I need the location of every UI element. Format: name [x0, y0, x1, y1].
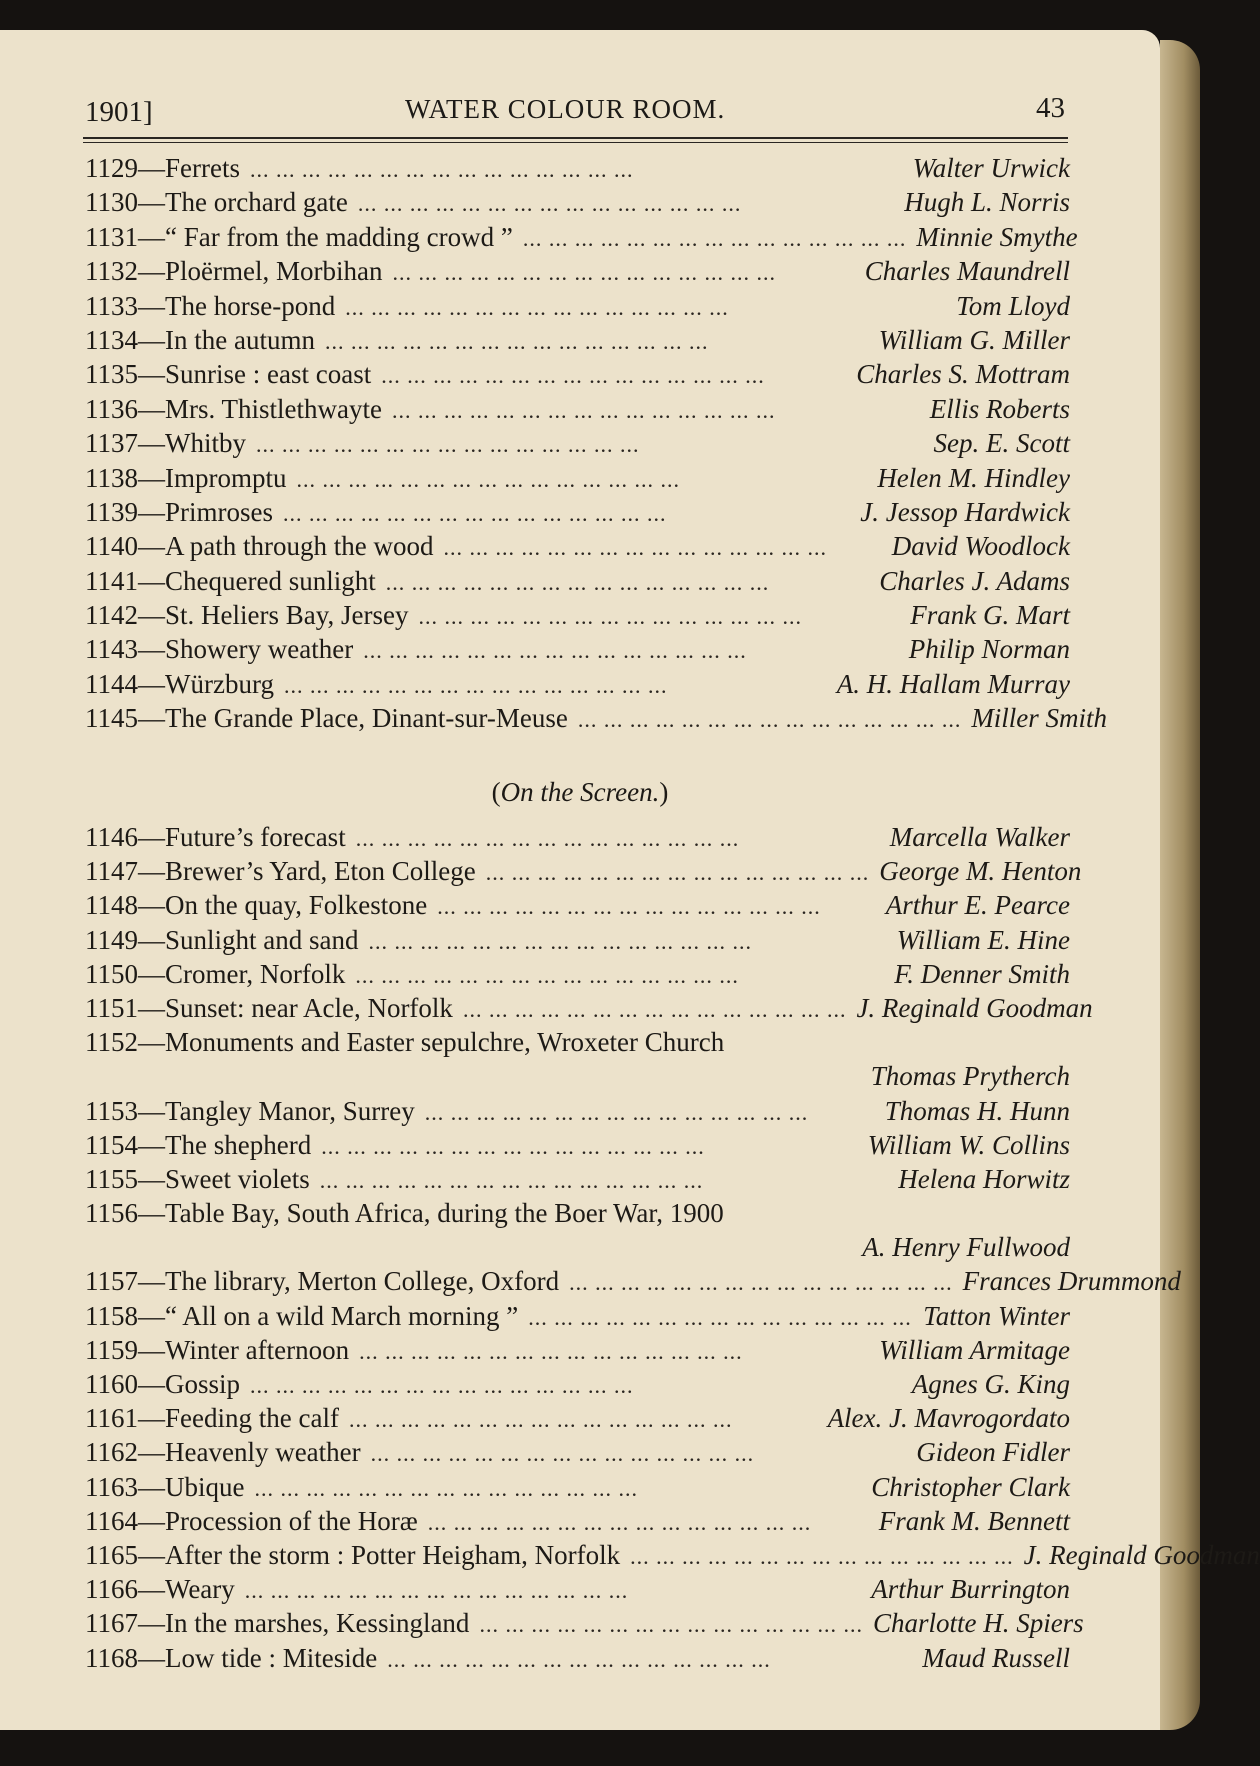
entry-artist: Alex. J. Mavrogordato	[827, 1403, 1070, 1434]
entry-artist: Gideon Fidler	[916, 1437, 1070, 1468]
entry-dash: —	[138, 1437, 165, 1468]
dot-leader: ... ... ... ... ... ... ... ... ... ... ... ... ... ... ...	[427, 1509, 812, 1535]
header-rule-bottom	[83, 142, 1068, 143]
entry-number: 1156	[85, 1198, 138, 1229]
entry-artist: Thomas H. Hunn	[884, 1095, 1070, 1126]
entry-number: 1145	[85, 703, 138, 734]
page-header	[85, 90, 1065, 130]
entry-title: Heavenly weather	[165, 1437, 361, 1468]
entry-title: Impromptu	[165, 462, 287, 493]
entry-artist: Maud Russell	[922, 1642, 1070, 1673]
entry-dash: —	[138, 1505, 165, 1536]
entry-title: Showery weather	[165, 634, 354, 665]
entry-dash: —	[138, 359, 165, 390]
catalogue-entry	[85, 153, 1070, 187]
catalogue-entry	[85, 1096, 1070, 1130]
entry-dash: —	[138, 1095, 165, 1126]
entry-number: 1150	[85, 958, 138, 989]
entry-number: 1154	[85, 1129, 138, 1160]
entry-dash: —	[138, 1300, 165, 1331]
entry-dash: —	[138, 393, 165, 424]
entry-artist: Christopher Clark	[871, 1471, 1070, 1502]
entry-dash: —	[138, 324, 165, 355]
entry-dash: —	[138, 462, 165, 493]
entry-title: The library, Merton College, Oxford	[165, 1266, 560, 1297]
entry-artist: Walter Urwick	[912, 153, 1070, 183]
entry-title: Winter afternoon	[165, 1334, 350, 1365]
dot-leader: ... ... ... ... ... ... ... ... ... ... ... ... ... ... ...	[381, 363, 765, 389]
entry-dash: —	[138, 1574, 165, 1605]
entry-number: 1134	[85, 324, 138, 355]
entry-title: Monuments and Easter sepulchre, Wroxeter Church	[165, 1027, 725, 1058]
entry-dash: —	[138, 221, 165, 252]
entry-number: 1149	[85, 924, 138, 955]
catalogue-list-screen	[85, 822, 1260, 1677]
entry-title: Sunset: near Acle, Norfolk	[165, 992, 453, 1023]
catalogue-entry	[85, 291, 1070, 325]
entry-dash: —	[138, 153, 165, 183]
dot-leader: ... ... ... ... ... ... ... ... ... ... ... ... ... ... ...	[630, 1543, 1014, 1569]
catalogue-entry	[85, 566, 1070, 600]
catalogue-entry	[85, 187, 1070, 221]
entry-number: 1140	[85, 531, 138, 562]
entry-dash: —	[138, 1198, 165, 1229]
entry-title: In the autumn	[165, 324, 315, 355]
entry-dash: —	[138, 1608, 165, 1639]
catalogue-entry	[85, 394, 1070, 428]
entry-artist: Helen M. Hindley	[877, 462, 1070, 493]
entry-artist: Tatton Winter	[923, 1300, 1070, 1331]
entry-dash: —	[138, 1163, 165, 1194]
catalogue-entry	[85, 1266, 1181, 1300]
catalogue-entry	[85, 428, 1070, 462]
entry-number: 1130	[85, 187, 138, 218]
catalogue-entry	[85, 1301, 1070, 1335]
catalogue-entry	[85, 634, 1070, 668]
catalogue-entry	[85, 959, 1070, 993]
catalogue-entry	[85, 600, 1070, 634]
entry-artist: Marcella Walker	[889, 822, 1070, 852]
entry-title: Sunrise : east coast	[165, 359, 372, 390]
dot-leader: ... ... ... ... ... ... ... ... ... ... ... ... ... ... ...	[569, 1270, 953, 1296]
entry-artist: Thomas Prytherch	[870, 1061, 1070, 1092]
entry-number: 1141	[85, 565, 138, 596]
entry-artist: Agnes G. King	[911, 1369, 1070, 1399]
dot-leader: ... ... ... ... ... ... ... ... ... ... ... ... ... ... ...	[462, 996, 847, 1022]
entry-title: Würzburg	[165, 668, 274, 699]
dot-leader: ... ... ... ... ... ... ... ... ... ... ... ... ... ... ...	[249, 157, 634, 182]
dot-leader: ... ... ... ... ... ... ... ... ... ... ... ... ... ... ...	[424, 1099, 809, 1125]
entry-number: 1160	[85, 1369, 138, 1399]
dot-leader: ... ... ... ... ... ... ... ... ... ... ... ... ... ... ...	[522, 225, 907, 251]
entry-dash: —	[138, 290, 165, 321]
entry-title: On the quay, Folkestone	[165, 890, 428, 921]
entry-artist: Frances Drummond	[962, 1266, 1181, 1297]
catalogue-entry	[85, 1574, 1070, 1608]
entry-number: 1166	[85, 1574, 138, 1605]
dot-leader: ... ... ... ... ... ... ... ... ... ... ... ... ... ... ...	[283, 672, 668, 698]
catalogue-entry	[85, 1403, 1070, 1437]
entry-title: St. Heliers Bay, Jersey	[165, 600, 409, 631]
entry-number: 1142	[85, 600, 138, 631]
entry-number: 1152	[85, 1027, 138, 1058]
entry-title: Mrs. Thistlethwayte	[165, 393, 382, 424]
catalogue-entry	[85, 925, 1070, 959]
catalogue-entry	[85, 1198, 1070, 1232]
entry-dash: —	[138, 1129, 165, 1160]
entry-artist: Helena Horwitz	[898, 1163, 1070, 1194]
entry-title: Procession of the Horæ	[165, 1505, 418, 1536]
dot-leader: ... ... ... ... ... ... ... ... ... ... ... ... ... ... ...	[319, 1167, 704, 1193]
entry-artist: William Armitage	[879, 1334, 1070, 1365]
entry-title: A path through the wood	[165, 531, 434, 562]
dot-leader: ... ... ... ... ... ... ... ... ... ... ... ... ... ... ...	[485, 860, 870, 886]
dot-leader: ... ... ... ... ... ... ... ... ... ... ... ... ... ... ...	[355, 962, 739, 988]
dot-leader: ... ... ... ... ... ... ... ... ... ... ... ... ... ... ...	[244, 1578, 629, 1604]
entry-number: 1165	[85, 1539, 138, 1570]
entry-dash: —	[138, 890, 165, 921]
entry-number: 1147	[85, 856, 138, 887]
entry-number: 1146	[85, 822, 138, 852]
entry-artist: William W. Collins	[867, 1129, 1070, 1160]
entry-dash: —	[138, 1642, 165, 1673]
dot-leader: ... ... ... ... ... ... ... ... ... ... ... ... ... ... ...	[479, 1612, 863, 1638]
entry-artist: Philip Norman	[908, 634, 1070, 665]
dot-leader: ... ... ... ... ... ... ... ... ... ... ... ... ... ... ...	[296, 466, 680, 492]
entry-title: The Grande Place, Dinant-sur-Meuse	[165, 703, 568, 734]
entry-number: 1139	[85, 496, 138, 527]
entry-title: Ferrets	[165, 153, 240, 183]
entry-number: 1167	[85, 1608, 138, 1639]
entry-artist: Charles S. Mottram	[856, 359, 1070, 390]
entry-dash: —	[138, 428, 165, 459]
entry-artist: Charles Maundrell	[864, 256, 1070, 287]
entry-dash: —	[138, 256, 165, 287]
entry-dash: —	[138, 668, 165, 699]
entry-number: 1161	[85, 1403, 138, 1434]
dot-leader: ... ... ... ... ... ... ... ... ... ... ... ... ... ... ...	[355, 826, 740, 851]
header-title: WATER COLOUR ROOM.	[405, 94, 726, 124]
entry-artist: Arthur Burrington	[871, 1574, 1070, 1605]
section-heading-on-the-screen	[0, 777, 1160, 808]
entry-number: 1153	[85, 1095, 138, 1126]
entry-dash: —	[138, 856, 165, 887]
entry-title: Future’s forecast	[165, 822, 346, 852]
section-heading-text: On the Screen.	[500, 777, 660, 807]
entry-dash: —	[138, 1471, 165, 1502]
catalogue-entry	[85, 325, 1070, 359]
dot-leader: ... ... ... ... ... ... ... ... ... ... ... ... ... ... ...	[577, 707, 962, 733]
catalogue-entry	[85, 463, 1070, 497]
entry-dash: —	[138, 924, 165, 955]
entry-artist: William E. Hine	[896, 924, 1070, 955]
entry-number: 1143	[85, 634, 138, 665]
catalogue-entry	[85, 703, 1108, 737]
entry-number: 1135	[85, 359, 138, 390]
entry-artist: Miller Smith	[971, 703, 1108, 734]
entry-artist: A. Henry Fullwood	[862, 1232, 1070, 1263]
entry-number: 1133	[85, 290, 138, 321]
entry-artist: Minnie Smythe	[916, 221, 1078, 252]
entry-number: 1138	[85, 462, 138, 493]
dot-leader: ... ... ... ... ... ... ... ... ... ... ... ... ... ... ...	[385, 569, 770, 595]
catalogue-entry	[85, 1369, 1070, 1403]
dot-leader: ... ... ... ... ... ... ... ... ... ... ... ... ... ... ...	[324, 328, 709, 354]
dot-leader: ... ... ... ... ... ... ... ... ... ... ... ... ... ... ...	[321, 1133, 705, 1159]
entry-number: 1157	[85, 1266, 138, 1297]
dot-leader: ... ... ... ... ... ... ... ... ... ... ... ... ... ... ...	[256, 432, 640, 458]
entry-artist: George M. Henton	[879, 856, 1082, 887]
catalogue-entry	[85, 531, 1070, 565]
dot-leader: ... ... ... ... ... ... ... ... ... ... ... ... ... ... ...	[370, 1441, 755, 1467]
entry-artist: F. Denner Smith	[894, 958, 1070, 989]
catalogue-entry	[85, 1506, 1070, 1540]
entry-dash: —	[138, 1539, 165, 1570]
entry-artist: J. Reginald Goodman	[856, 992, 1093, 1023]
entry-artist: Hugh L. Norris	[904, 187, 1070, 218]
entry-title: Cromer, Norfolk	[165, 958, 346, 989]
entry-artist: A. H. Hallam Murray	[836, 668, 1070, 699]
entry-dash: —	[138, 496, 165, 527]
entry-number: 1137	[85, 428, 138, 459]
entry-title: Table Bay, South Africa, during the Boer War, 1900	[165, 1198, 724, 1229]
entry-dash: —	[138, 565, 165, 596]
dot-leader: ... ... ... ... ... ... ... ... ... ... ... ... ... ... ...	[437, 894, 821, 920]
header-year: 1901]	[85, 96, 153, 128]
entry-artist: J. Reginald Goodman	[1023, 1539, 1260, 1570]
section-open-paren: (	[491, 777, 501, 807]
entry-title: The horse-pond	[165, 290, 336, 321]
catalogue-entry	[85, 1130, 1070, 1164]
catalogue-entry	[85, 856, 1082, 890]
catalogue-entry	[85, 890, 1070, 924]
entry-title: The orchard gate	[165, 187, 348, 218]
entry-dash: —	[138, 1266, 165, 1297]
entry-artist: J. Jessop Hardwick	[860, 496, 1070, 527]
dot-leader: ... ... ... ... ... ... ... ... ... ... ... ... ... ... ...	[391, 397, 776, 423]
catalogue-entry	[85, 256, 1070, 290]
entry-number: 1131	[85, 221, 138, 252]
entry-number: 1132	[85, 256, 138, 287]
catalogue-entry	[85, 822, 1070, 856]
entry-title: Ubique	[165, 1471, 245, 1502]
entry-title: Weary	[165, 1574, 235, 1605]
entry-title: Gossip	[165, 1369, 241, 1399]
entry-dash: —	[138, 531, 165, 562]
dot-leader: ... ... ... ... ... ... ... ... ... ... ... ... ... ... ...	[348, 1407, 733, 1433]
entry-title: Sunlight and sand	[165, 924, 359, 955]
entry-number: 1129	[85, 153, 138, 183]
entry-title: Tangley Manor, Surrey	[165, 1095, 415, 1126]
page-edge	[1160, 40, 1200, 1730]
entry-title: In the marshes, Kessingland	[165, 1608, 470, 1639]
entry-title: Sweet violets	[165, 1163, 310, 1194]
entry-number: 1155	[85, 1163, 138, 1194]
entry-artist: Sep. E. Scott	[933, 428, 1070, 459]
entry-dash: —	[138, 992, 165, 1023]
catalogue-entry	[85, 669, 1070, 703]
entry-number: 1162	[85, 1437, 138, 1468]
entry-title: Ploërmel, Morbihan	[165, 256, 383, 287]
catalogue-entry	[85, 359, 1070, 393]
entry-dash: —	[138, 822, 165, 852]
dot-leader: ... ... ... ... ... ... ... ... ... ... ... ... ... ... ...	[250, 1373, 634, 1398]
entry-title: The shepherd	[165, 1129, 312, 1160]
dot-leader: ... ... ... ... ... ... ... ... ... ... ... ... ... ... ...	[392, 260, 776, 286]
entry-title: “ Far from the madding crowd ”	[165, 221, 513, 252]
entry-dash: —	[138, 1369, 165, 1399]
entry-dash: —	[138, 1403, 165, 1434]
entry-artist: Frank G. Mart	[910, 600, 1070, 631]
entry-title: Whitby	[165, 428, 246, 459]
entry-artist: Ellis Roberts	[929, 393, 1070, 424]
catalogue-entry	[85, 1437, 1070, 1471]
catalogue-entry	[85, 1539, 1260, 1574]
entry-title: Brewer’s Yard, Eton College	[165, 856, 476, 887]
entry-title: Chequered sunlight	[165, 565, 376, 596]
entry-number: 1168	[85, 1642, 138, 1673]
entry-number: 1144	[85, 668, 138, 699]
entry-number: 1159	[85, 1334, 138, 1365]
catalogue-entry	[85, 1335, 1070, 1369]
catalogue-entry	[85, 221, 1078, 256]
catalogue-list-main	[85, 153, 1108, 738]
section-close-paren: )	[659, 777, 669, 807]
entry-artist: David Woodlock	[891, 531, 1070, 562]
dot-leader: ... ... ... ... ... ... ... ... ... ... ... ... ... ... ...	[363, 638, 747, 664]
entry-artist: Tom Lloyd	[956, 290, 1070, 321]
entry-number: 1148	[85, 890, 138, 921]
dot-leader: ... ... ... ... ... ... ... ... ... ... ... ... ... ... ...	[345, 294, 729, 320]
dot-leader: ... ... ... ... ... ... ... ... ... ... ... ... ... ... ...	[418, 604, 802, 630]
entry-number: 1151	[85, 992, 138, 1023]
entry-title: Low tide : Miteside	[165, 1642, 378, 1673]
dot-leader: ... ... ... ... ... ... ... ... ... ... ... ... ... ... ...	[368, 928, 752, 954]
dot-leader: ... ... ... ... ... ... ... ... ... ... ... ... ... ... ...	[359, 1338, 743, 1364]
entry-number: 1158	[85, 1300, 138, 1331]
entry-dash: —	[138, 1027, 165, 1058]
entry-title: “ All on a wild March morning ”	[165, 1300, 519, 1331]
entry-dash: —	[138, 634, 165, 665]
entry-artist: Charlotte H. Spiers	[872, 1608, 1084, 1639]
catalogue-entry	[85, 1472, 1070, 1506]
entry-artist: Frank M. Bennett	[878, 1505, 1070, 1536]
entry-dash: —	[138, 600, 165, 631]
dot-leader: ... ... ... ... ... ... ... ... ... ... ... ... ... ... ...	[528, 1304, 912, 1330]
entry-dash: —	[138, 1334, 165, 1365]
dot-leader: ... ... ... ... ... ... ... ... ... ... ... ... ... ... ...	[387, 1646, 771, 1672]
entry-number: 1136	[85, 393, 138, 424]
catalogue-entry	[85, 497, 1070, 531]
entry-dash: —	[138, 958, 165, 989]
entry-title: Feeding the calf	[165, 1403, 339, 1434]
entry-artist: Arthur E. Pearce	[885, 890, 1070, 921]
page-number: 43	[1036, 92, 1065, 124]
entry-dash: —	[138, 187, 165, 218]
entry-artist: Charles J. Adams	[879, 565, 1070, 596]
dot-leader: ... ... ... ... ... ... ... ... ... ... ... ... ... ... ...	[443, 535, 827, 561]
catalogue-entry	[85, 1164, 1070, 1198]
dot-leader: ... ... ... ... ... ... ... ... ... ... ... ... ... ... ...	[357, 191, 742, 217]
dot-leader: ... ... ... ... ... ... ... ... ... ... ... ... ... ... ...	[254, 1475, 638, 1501]
header-rule-top	[83, 137, 1068, 139]
catalogue-entry	[85, 1643, 1070, 1677]
entry-title: Primroses	[165, 496, 273, 527]
catalogue-entry	[85, 992, 1093, 1027]
entry-number: 1163	[85, 1471, 138, 1502]
catalogue-entry	[85, 1027, 1070, 1061]
entry-artist: William G. Miller	[878, 324, 1070, 355]
entry-title: After the storm : Potter Heigham, Norfolk	[165, 1539, 621, 1570]
catalogue-entry	[85, 1608, 1084, 1642]
dot-leader: ... ... ... ... ... ... ... ... ... ... ... ... ... ... ...	[283, 500, 667, 526]
entry-number: 1164	[85, 1505, 138, 1536]
entry-dash: —	[138, 703, 165, 734]
